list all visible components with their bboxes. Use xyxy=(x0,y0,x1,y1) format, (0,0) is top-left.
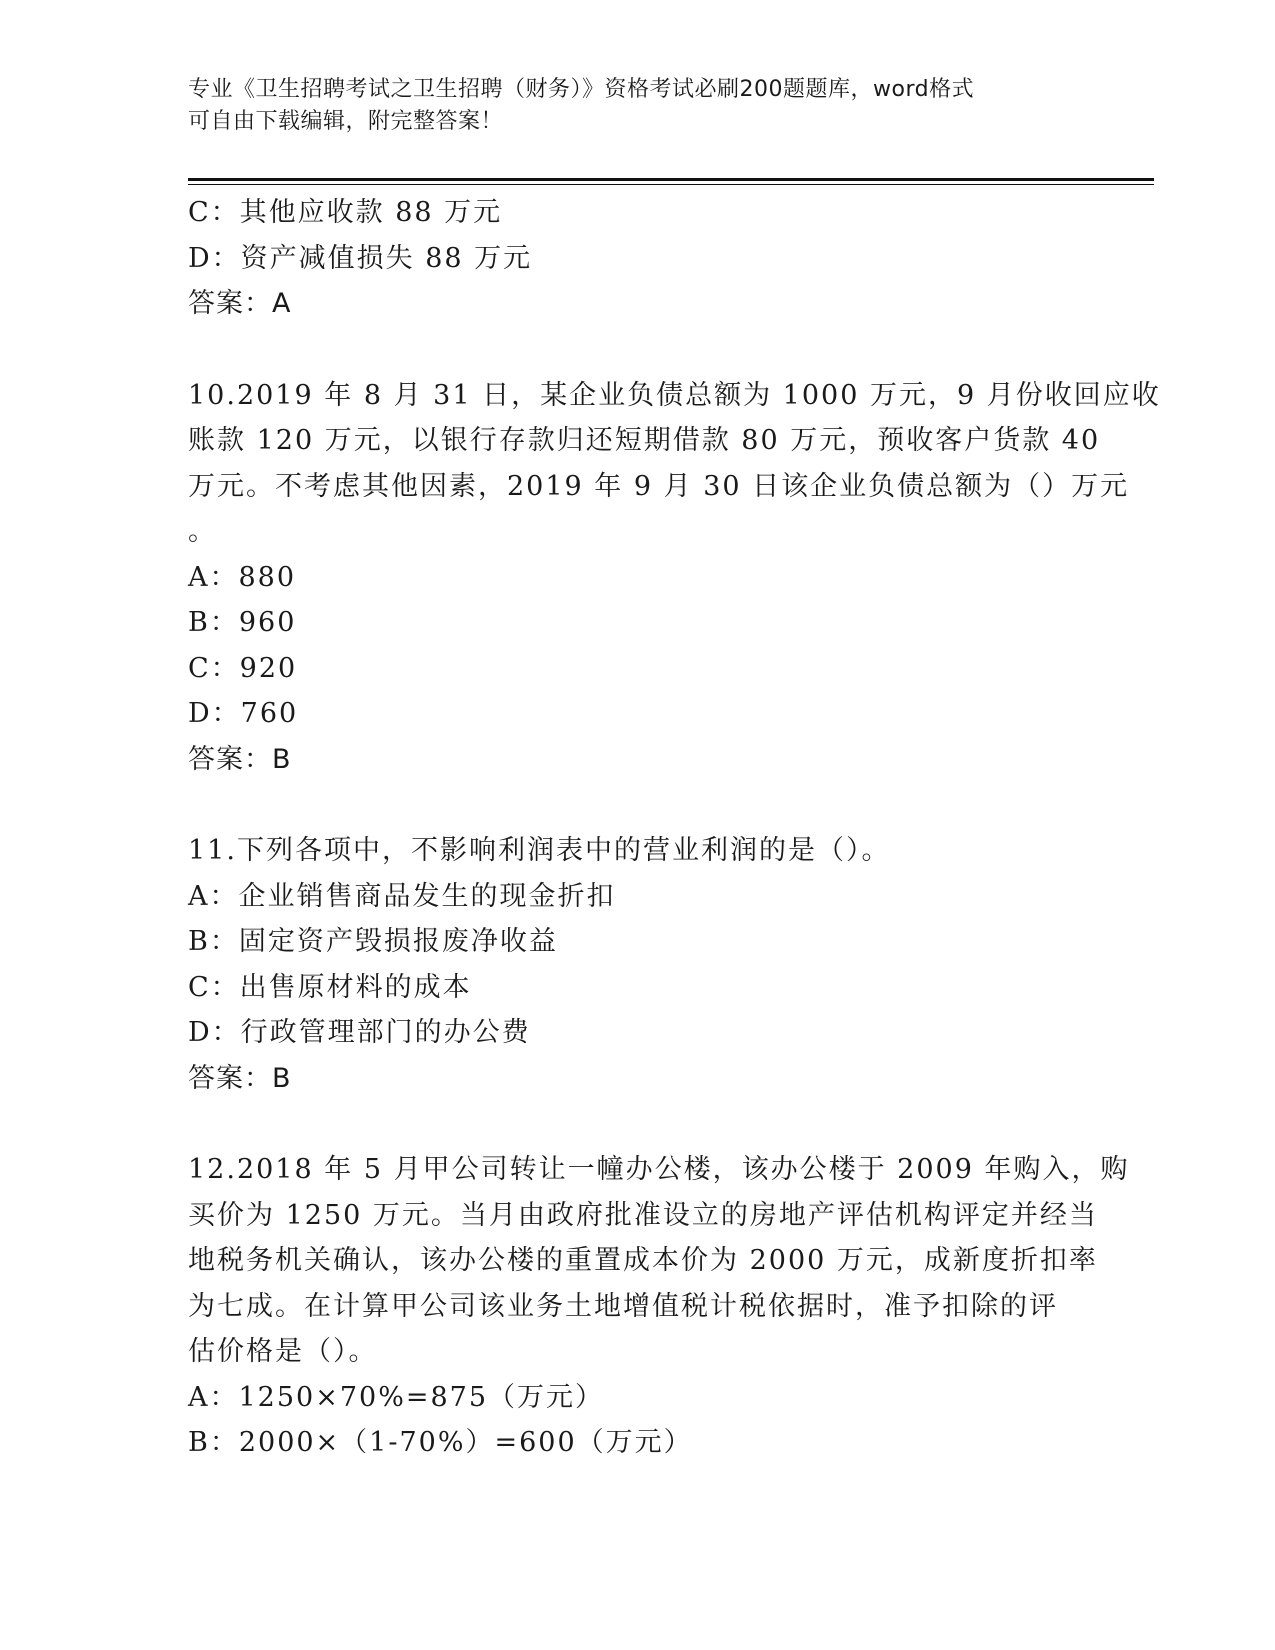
question-stem-line: 。 xyxy=(188,516,217,547)
question-stem-line: 账款 120 万元，以银行存款归还短期借款 80 万元，预收客户货款 40 xyxy=(188,425,1101,456)
option-b: B：960 xyxy=(188,607,297,638)
question-stem-line: 12.2018 年 5 月甲公司转让一幢办公楼，该办公楼于 2009 年购入，购 xyxy=(188,1154,1130,1185)
question-9-tail xyxy=(188,190,1088,327)
spacer xyxy=(188,327,1088,373)
option-b: B：2000×（1-70%）=600（万元） xyxy=(188,1427,693,1458)
question-stem-line: 万元。不考虑其他因素，2019 年 9 月 30 日该企业负债总额为（）万元 xyxy=(188,470,1130,502)
question-stem-line: 地税务机关确认，该办公楼的重置成本价为 2000 万元，成新度折扣率 xyxy=(188,1245,1098,1276)
option-a: A：1250×70%=875（万元） xyxy=(188,1381,605,1413)
option-c: C：920 xyxy=(188,652,298,684)
question-11 xyxy=(188,828,1088,1101)
spacer xyxy=(188,782,1088,828)
question-stem-line: 10.2019 年 8 月 31 日，某企业负债总额为 1000 万元，9 月份收回应收 xyxy=(188,379,1161,411)
option-b: B：固定资产毁损报废净收益 xyxy=(188,926,558,957)
header-line-2: 可自由下载编辑，附完整答案！ xyxy=(188,109,504,134)
answer-line: 答案：A xyxy=(188,288,292,319)
option-d: D：760 xyxy=(188,698,299,729)
option-a: A：880 xyxy=(188,561,297,593)
question-stem-line: 为七成。在计算甲公司该业务土地增值税计税依据时，准予扣除的评 xyxy=(188,1290,1058,1322)
question-stem-line: 11.下列各项中，不影响利润表中的营业利润的是（）。 xyxy=(188,835,891,866)
document-body xyxy=(188,190,1161,1466)
answer-line: 答案：B xyxy=(188,1062,292,1094)
document-header xyxy=(188,74,1088,138)
option-a: A：企业销售商品发生的现金折扣 xyxy=(188,880,616,912)
question-stem-line: 买价为 1250 万元。当月由政府批准设立的房地产评估机构评定并经当 xyxy=(188,1199,1098,1231)
option-c: C：其他应收款 88 万元 xyxy=(188,197,503,228)
spacer xyxy=(188,1101,1088,1147)
header-line-1: 专业《卫生招聘考试之卫生招聘（财务）》资格考试必刷200题题库，word格式 xyxy=(188,77,975,102)
option-d: D：行政管理部门的办公费 xyxy=(188,1017,531,1048)
question-10 xyxy=(188,373,1161,783)
header-divider-thick xyxy=(188,178,1154,181)
option-c: C：出售原材料的成本 xyxy=(188,971,472,1003)
question-stem-line: 估价格是（）。 xyxy=(188,1336,378,1367)
question-12 xyxy=(188,1147,1130,1466)
option-d: D：资产减值损失 88 万元 xyxy=(188,242,533,274)
header-divider-thin xyxy=(188,184,1154,185)
answer-line: 答案：B xyxy=(188,743,292,775)
